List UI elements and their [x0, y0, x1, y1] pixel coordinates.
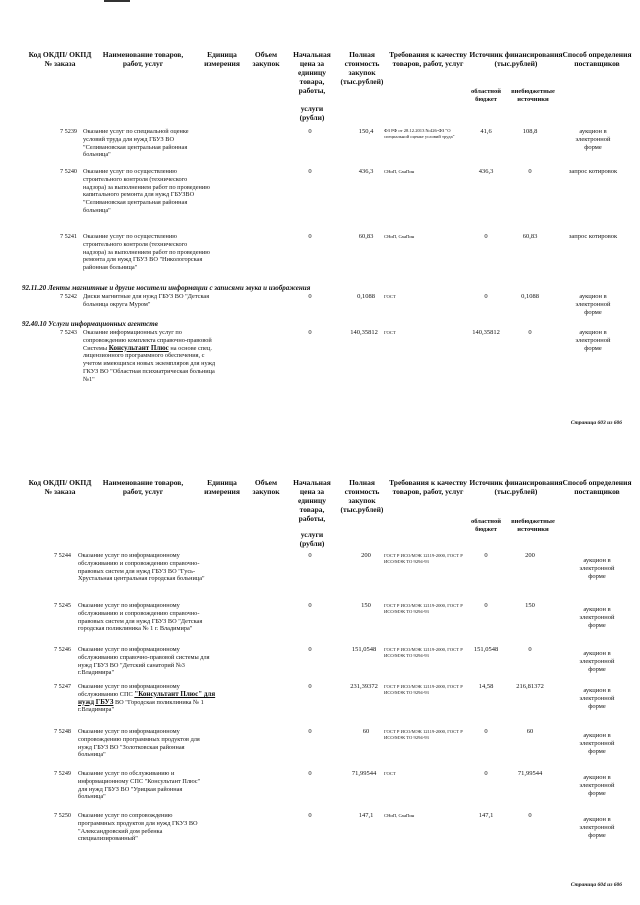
- order-id: 7 5242: [60, 293, 78, 300]
- requirements: СНиП, СанПин: [384, 169, 415, 174]
- item-name-highlight: "Консультант Плюс" для нужд ГБУЗ: [78, 689, 216, 706]
- offbudget-sources: 200: [525, 552, 535, 559]
- full-cost: 150,4: [358, 128, 374, 135]
- regional-budget: 0: [484, 602, 488, 609]
- requirements: ГОСТ: [384, 294, 396, 299]
- page-604: [0, 470, 640, 905]
- item-name-part: на основе спец. лицензионного программного обеспечения, с учетом имеющихся новых экземпляров для нужд ГКУЗ ВО "Областная психиатрическая больница №1": [83, 344, 216, 383]
- header-full-cost: Полная стоимость закупок (тыс.рублей): [340, 478, 384, 514]
- full-cost: 151,0548: [351, 646, 377, 653]
- header-requirements: Требования к качеству товаров, работ, услуг: [389, 478, 467, 496]
- full-cost: 231,39372: [350, 683, 378, 690]
- requirements: ФЗ РФ от 28.12.2013 №426-ФЗ "О специальной оценке условий труда": [384, 128, 455, 139]
- requirements: ГОСТ: [384, 330, 396, 335]
- offbudget-sources: 216,81372: [516, 683, 544, 690]
- item-name-part: ВО "Городская поликлиника № 1 г.Владимира": [78, 698, 204, 714]
- start-price: 0: [308, 728, 312, 735]
- header-start-price: Начальная цена за единицу товара, работы,: [293, 478, 331, 523]
- order-id: 7 5239: [60, 128, 78, 135]
- okpd-group-heading: 92.11.20 Ленты магнитные и другие носители информации с записями звука и изображения: [22, 284, 311, 292]
- header-regional: областной бюджет: [470, 518, 502, 533]
- full-cost: 60: [362, 728, 370, 735]
- order-id: 7 5243: [60, 329, 78, 336]
- okpd-group-heading: 92.40.10 Услуги информационных агентств: [22, 320, 158, 328]
- regional-budget: 0: [484, 770, 488, 777]
- item-name: Оказание услуг по обслуживанию и информационному СПС "Консультант Плюс" для нужд ГБУЗ ВО "Урицкая районная больница": [78, 770, 201, 801]
- header-unit: Единица измерения: [204, 478, 240, 496]
- order-id: 7 5250: [54, 812, 72, 819]
- procurement-method: аукцион в электронной форме: [579, 650, 615, 673]
- offbudget-sources: 71,99544: [517, 770, 543, 777]
- page-603: [0, 0, 640, 440]
- item-name: Оказание услуг по информационному обслуживанию справочно-правовой системы для нужд ГБУЗ ВО "Детский санаторий №3 г.Владимира": [78, 646, 210, 677]
- header-name: Наименование товаров, работ, услуг: [102, 50, 184, 68]
- item-name: Оказание услуг по информационному сопровождению программных продуктов для нужд ГБУЗ ВО "Золотковская районная больница": [78, 728, 200, 759]
- offbudget-sources: 0: [528, 812, 532, 819]
- item-name: Оказание услуг по информационному обслуживанию и сопровождению справочно-правовых систем для нужд ГБУЗ ВО "Гусь-Хрустальная центральная городская больница": [78, 552, 205, 583]
- requirements: ГОСТ Р ИСО/МЭК 12119-2000, ГОСТ Р ИСО/МЭК ТО 9294-93: [384, 603, 463, 614]
- offbudget-sources: 0: [528, 168, 532, 175]
- requirements: СНиП, СанПин: [384, 813, 415, 818]
- full-cost: 150: [361, 602, 371, 609]
- full-cost: 200: [361, 552, 371, 559]
- start-price: 0: [308, 770, 312, 777]
- header-source: Источник финансирования (тыс.рублей): [469, 478, 563, 496]
- procurement-method: аукцион в электронной форме: [579, 774, 615, 797]
- item-name-part: Оказание услуг по информационному обслуживанию СПС: [78, 683, 180, 698]
- start-price: 0: [308, 812, 312, 819]
- requirements: ГОСТ Р ИСО/МЭК 12119-2000, ГОСТ Р ИСО/МЭК ТО 9294-93: [384, 684, 463, 695]
- item-name: Оказание услуг по сопровождению программных продуктов для нужд ГКУЗ ВО "Александровский дом ребенка специализированный": [78, 812, 198, 843]
- offbudget-sources: 0,1088: [521, 293, 539, 300]
- header-code: Код ОКДП/ ОКПД № заказа: [28, 50, 92, 68]
- regional-budget: 0: [484, 233, 488, 240]
- start-price: 0: [308, 233, 312, 240]
- header-volume: Объем закупок: [252, 478, 280, 496]
- requirements: ГОСТ: [384, 771, 396, 776]
- item-name: Диски магнитные для нужд ГБУЗ ВО "Детская больница округа Муром": [83, 293, 210, 308]
- header-full-cost: Полная стоимость закупок (тыс.рублей): [340, 50, 384, 86]
- order-id: 7 5246: [54, 646, 72, 653]
- item-name: Оказание услуг по информационному обслуживанию и сопровождению справочно-правовых систем для нужд ГБУЗ ВО "Детская городская поликлиника № 1 г. Владимира": [78, 602, 203, 633]
- start-price: 0: [308, 293, 312, 300]
- start-price: 0: [308, 128, 312, 135]
- page-number: Страница 604 из 606: [570, 882, 622, 888]
- procurement-method: аукцион в электронной форме: [575, 293, 611, 316]
- order-id: 7 5244: [54, 552, 72, 559]
- regional-budget: 147,1: [478, 812, 494, 819]
- offbudget-sources: 60: [526, 728, 534, 735]
- regional-budget: 0: [484, 552, 488, 559]
- offbudget-sources: 108,8: [522, 128, 538, 135]
- regional-budget: 140,35812: [472, 329, 500, 336]
- start-price: 0: [308, 683, 312, 690]
- header-offbudget: внебюджетные источники: [511, 88, 555, 103]
- full-cost: 147,1: [358, 812, 374, 819]
- requirements: ГОСТ Р ИСО/МЭК 12119-2000, ГОСТ Р ИСО/МЭК ТО 9294-93: [384, 647, 463, 658]
- header-method: Способ определения поставщиков: [562, 478, 632, 496]
- item-name-highlight: Консультант Плюс: [108, 343, 169, 352]
- procurement-method: аукцион в электронной форме: [579, 732, 615, 755]
- page-number: Страница 603 из 606: [570, 420, 622, 426]
- header-requirements: Требования к качеству товаров, работ, услуг: [389, 50, 467, 68]
- item-name: Оказание услуг по осуществлению строительного контроля (технического надзора) за выполнением работ по проведению капитального ремонта для нужд ГБУЗВО "Селивановская центральная районная больница": [83, 168, 210, 214]
- start-price: 0: [308, 552, 312, 559]
- offbudget-sources: 60,83: [522, 233, 538, 240]
- offbudget-sources: 150: [525, 602, 535, 609]
- offbudget-sources: 0: [528, 646, 532, 653]
- full-cost: 0,1088: [357, 293, 375, 300]
- order-id: 7 5248: [54, 728, 72, 735]
- item-name: Оказание услуг по специальной оценке условий труда для нужд ГБУЗ ВО "Селивановская центральная районная больница": [83, 128, 189, 159]
- header-code: Код ОКДП/ ОКПД № заказа: [28, 478, 92, 496]
- header-source: Источник финансирования (тыс.рублей): [469, 50, 563, 68]
- item-name: Оказание услуг по осуществлению строительного контроля (технического надзора) за выполнением работ по проведению ремонта для нужд ГБУЗ ВО "Никологорская районная больница": [83, 233, 210, 272]
- full-cost: 71,99544: [351, 770, 377, 777]
- header-start-price-tail: услуги (рубли): [299, 104, 325, 122]
- procurement-method: аукцион в электронной форме: [575, 128, 611, 151]
- header-volume: Объем закупок: [252, 50, 280, 68]
- start-price: 0: [308, 646, 312, 653]
- offbudget-sources: 0: [528, 329, 532, 336]
- header-unit: Единица измерения: [204, 50, 240, 68]
- header-start-price-tail: услуги (рубли): [299, 530, 325, 548]
- item-name-part: Оказание информационных услуг по сопровождению комплекта справочно-правовой Системы: [83, 329, 212, 352]
- header-name: Наименование товаров, работ, услуг: [102, 478, 184, 496]
- procurement-method: аукцион в электронной форме: [579, 816, 615, 839]
- item-name: [83, 329, 223, 384]
- start-price: 0: [308, 602, 312, 609]
- requirements: ГОСТ Р ИСО/МЭК 12119-2000, ГОСТ Р ИСО/МЭК ТО 9294-93: [384, 553, 463, 564]
- order-id: 7 5247: [54, 683, 72, 690]
- requirements: СНиП, СанПин: [384, 234, 415, 239]
- procurement-method: аукцион в электронной форме: [575, 329, 611, 352]
- requirements: ГОСТ Р ИСО/МЭК 12119-2000, ГОСТ Р ИСО/МЭК ТО 9294-93: [384, 729, 463, 740]
- start-price: 0: [308, 168, 312, 175]
- full-cost: 436,3: [358, 168, 374, 175]
- procurement-method: запрос котировок: [568, 168, 618, 175]
- item-name: [78, 683, 218, 714]
- scan-mark: [104, 0, 130, 2]
- full-cost: 140,35812: [350, 329, 378, 336]
- regional-budget: 41,6: [480, 128, 492, 135]
- regional-budget: 436,3: [478, 168, 494, 175]
- full-cost: 60,83: [358, 233, 374, 240]
- start-price: 0: [308, 329, 312, 336]
- regional-budget: 151,0548: [473, 646, 499, 653]
- header-regional: областной бюджет: [470, 88, 502, 103]
- procurement-method: аукцион в электронной форме: [579, 557, 615, 580]
- regional-budget: 0: [484, 728, 488, 735]
- procurement-method: аукцион в электронной форме: [579, 687, 615, 710]
- header-start-price: Начальная цена за единицу товара, работы,: [293, 50, 331, 95]
- procurement-method: аукцион в электронной форме: [579, 606, 615, 629]
- procurement-method: запрос котировок: [568, 233, 618, 240]
- order-id: 7 5245: [54, 602, 72, 609]
- order-id: 7 5249: [54, 770, 72, 777]
- regional-budget: 14,58: [478, 683, 494, 690]
- header-method: Способ определения поставщиков: [562, 50, 632, 68]
- order-id: 7 5240: [60, 168, 78, 175]
- header-offbudget: внебюджетные источники: [511, 518, 555, 533]
- order-id: 7 5241: [60, 233, 78, 240]
- regional-budget: 0: [484, 293, 488, 300]
